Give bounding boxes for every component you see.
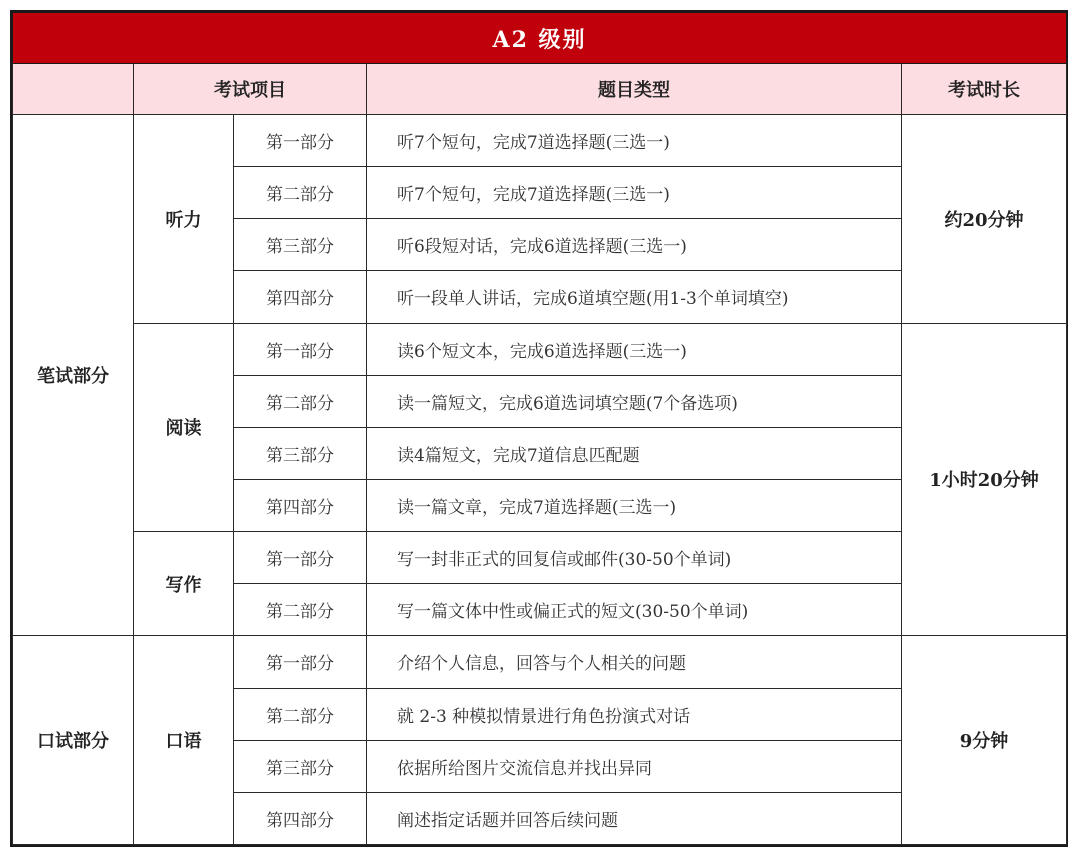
part-label: 第一部分 bbox=[234, 636, 367, 688]
part-label: 第四部分 bbox=[234, 479, 367, 531]
skill-reading: 阅读 bbox=[134, 323, 234, 532]
skill-listening: 听力 bbox=[134, 115, 234, 324]
duration-reading-writing: 1小时20分钟 bbox=[902, 323, 1067, 636]
part-description: 介绍个人信息，回答与个人相关的问题 bbox=[367, 636, 902, 688]
part-description: 听一段单人讲话，完成6道填空题(用1-3个单词填空) bbox=[367, 271, 902, 323]
part-label: 第一部分 bbox=[234, 532, 367, 584]
part-label: 第四部分 bbox=[234, 792, 367, 844]
header-type: 题目类型 bbox=[367, 64, 902, 115]
exam-table bbox=[12, 12, 1067, 845]
part-description: 听6段短对话，完成6道选择题(三选一) bbox=[367, 219, 902, 271]
exam-table-frame bbox=[10, 10, 1068, 847]
part-description: 依据所给图片交流信息并找出异同 bbox=[367, 740, 902, 792]
table-title: A2 级别 bbox=[13, 13, 1067, 64]
part-label: 第四部分 bbox=[234, 271, 367, 323]
part-description: 读4篇短文，完成7道信息匹配题 bbox=[367, 427, 902, 479]
part-description: 写一封非正式的回复信或邮件(30-50个单词) bbox=[367, 532, 902, 584]
part-label: 第三部分 bbox=[234, 427, 367, 479]
skill-speaking: 口语 bbox=[134, 636, 234, 845]
part-description: 听7个短句，完成7道选择题(三选一) bbox=[367, 167, 902, 219]
part-description: 写一篇文体中性或偏正式的短文(30-50个单词) bbox=[367, 584, 902, 636]
table-row bbox=[13, 323, 1067, 375]
part-description: 读6个短文本，完成6道选择题(三选一) bbox=[367, 323, 902, 375]
header-blank bbox=[13, 64, 134, 115]
part-label: 第三部分 bbox=[234, 219, 367, 271]
table-row bbox=[13, 636, 1067, 688]
skill-writing: 写作 bbox=[134, 532, 234, 636]
table-row bbox=[13, 115, 1067, 167]
duration-listening: 约20分钟 bbox=[902, 115, 1067, 324]
part-label: 第二部分 bbox=[234, 375, 367, 427]
part-description: 阐述指定话题并回答后续问题 bbox=[367, 792, 902, 844]
part-label: 第二部分 bbox=[234, 688, 367, 740]
part-label: 第二部分 bbox=[234, 584, 367, 636]
header-duration: 考试时长 bbox=[902, 64, 1067, 115]
part-description: 就 2-3 种模拟情景进行角色扮演式对话 bbox=[367, 688, 902, 740]
section-oral: 口试部分 bbox=[13, 636, 134, 845]
part-label: 第三部分 bbox=[234, 740, 367, 792]
part-label: 第一部分 bbox=[234, 323, 367, 375]
part-description: 读一篇文章，完成7道选择题(三选一) bbox=[367, 479, 902, 531]
part-description: 听7个短句，完成7道选择题(三选一) bbox=[367, 115, 902, 167]
header-item: 考试项目 bbox=[134, 64, 367, 115]
section-written: 笔试部分 bbox=[13, 115, 134, 636]
duration-speaking: 9分钟 bbox=[902, 636, 1067, 845]
part-description: 读一篇短文，完成6道选词填空题(7个备选项) bbox=[367, 375, 902, 427]
part-label: 第二部分 bbox=[234, 167, 367, 219]
part-label: 第一部分 bbox=[234, 115, 367, 167]
